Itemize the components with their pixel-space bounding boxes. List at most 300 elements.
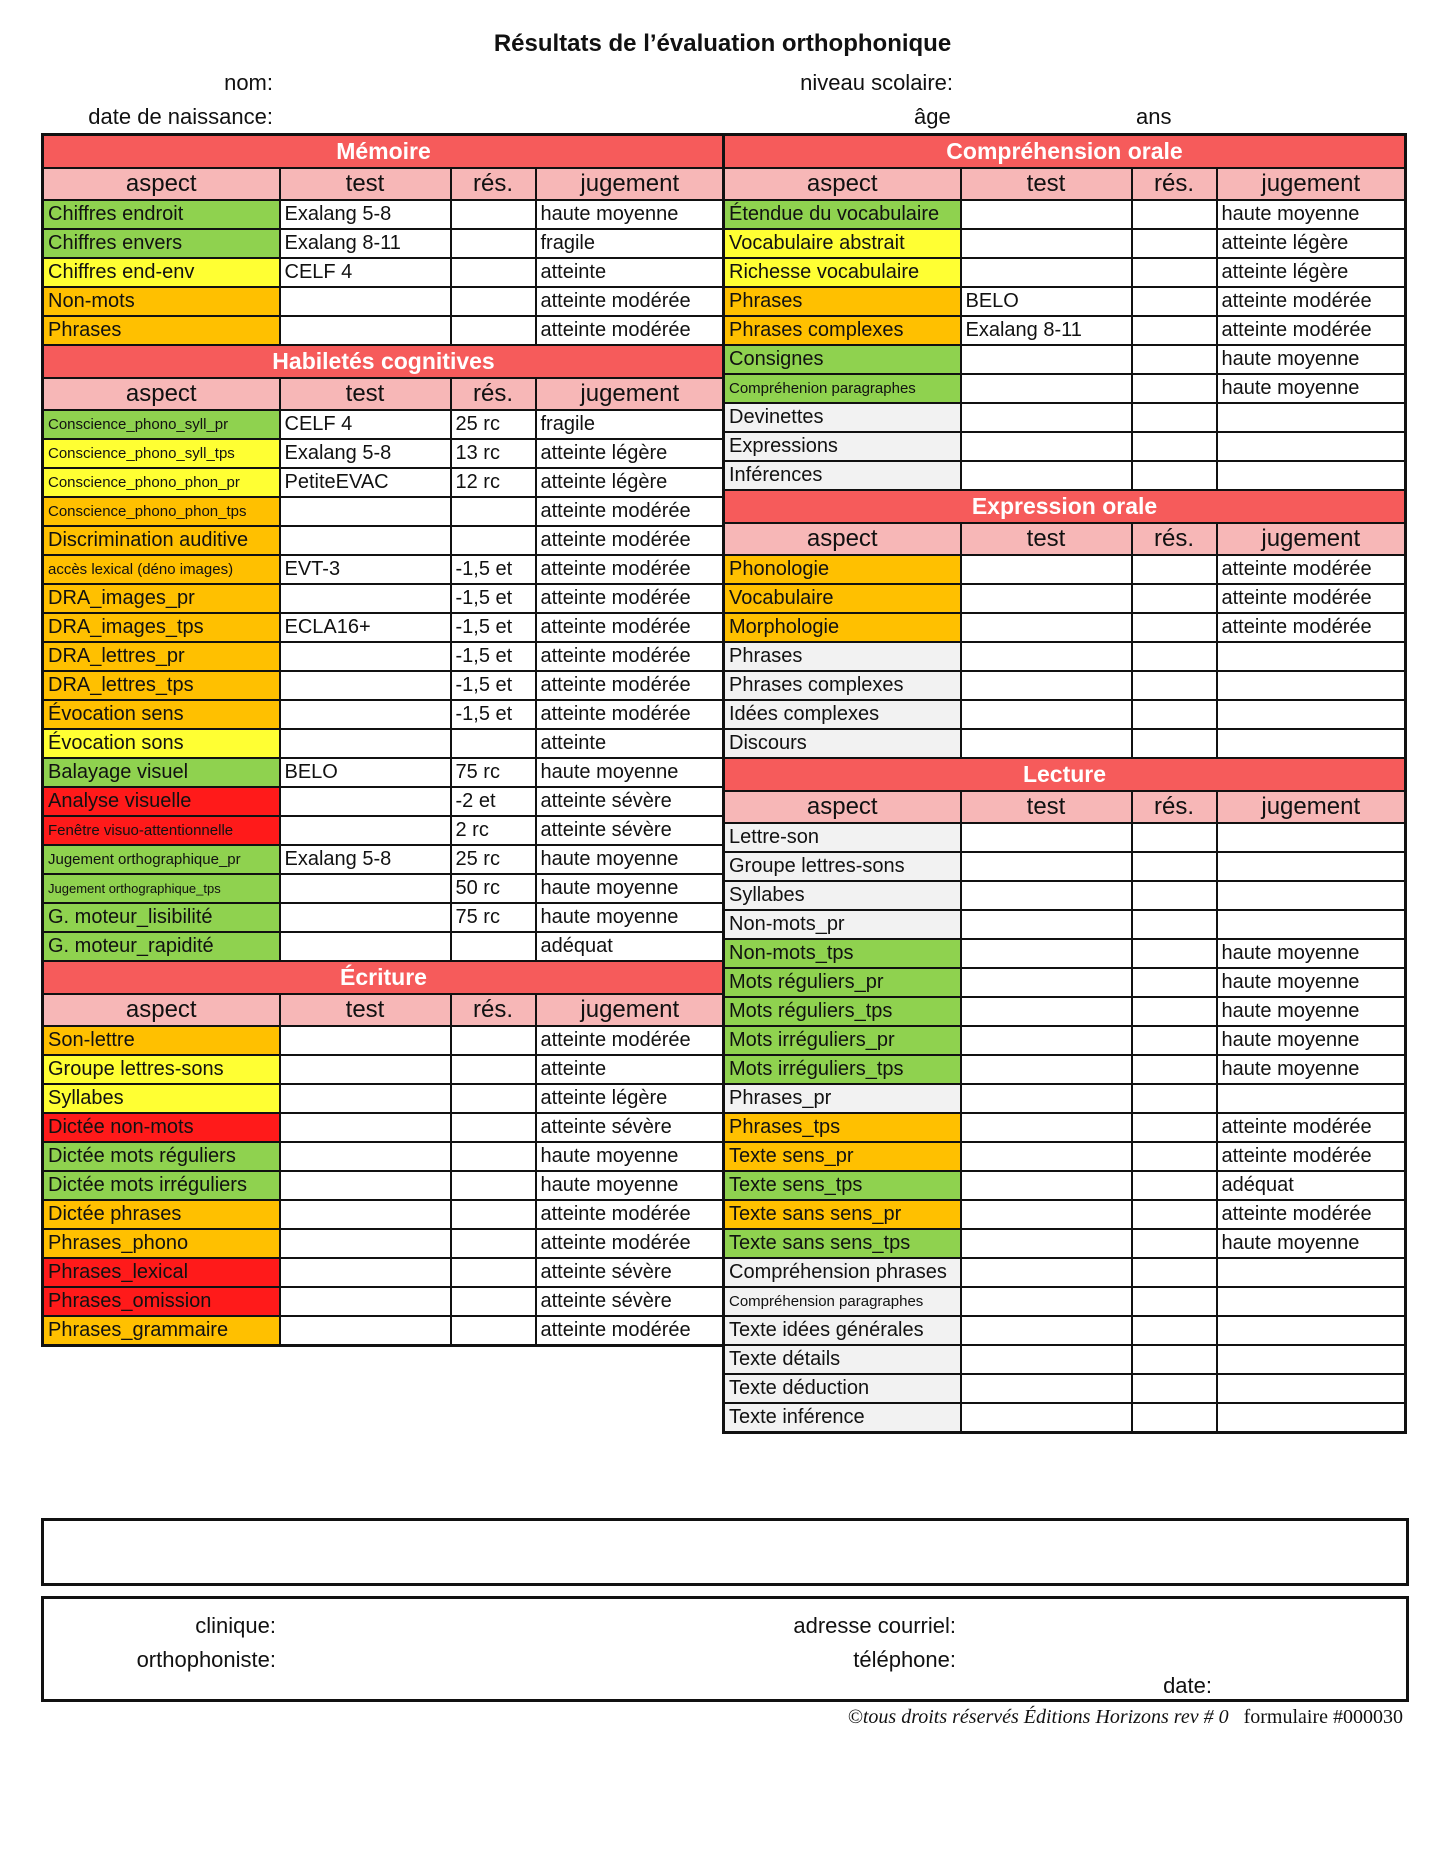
cell-jugement[interactable]: atteinte bbox=[536, 1055, 725, 1084]
cell-res[interactable]: -2 et bbox=[451, 787, 536, 816]
cell-jugement[interactable]: atteinte sévère bbox=[536, 1113, 725, 1142]
cell-res[interactable]: 25 rc bbox=[451, 845, 536, 874]
cell-res[interactable] bbox=[1132, 939, 1217, 968]
cell-res[interactable] bbox=[1132, 555, 1217, 584]
cell-test[interactable]: EVT-3 bbox=[280, 555, 451, 584]
cell-jugement[interactable]: atteinte modérée bbox=[1217, 613, 1406, 642]
cell-jugement[interactable]: haute moyenne bbox=[1217, 1026, 1406, 1055]
cell-jugement[interactable]: haute moyenne bbox=[536, 200, 725, 229]
cell-res[interactable]: -1,5 et bbox=[451, 642, 536, 671]
section-header-row bbox=[724, 490, 1406, 523]
cell-test[interactable] bbox=[961, 1316, 1132, 1345]
cell-jugement[interactable]: haute moyenne bbox=[1217, 968, 1406, 997]
cell-res[interactable] bbox=[1132, 1374, 1217, 1403]
table-row bbox=[43, 1316, 725, 1346]
cell-test[interactable]: Exalang 8-11 bbox=[280, 229, 451, 258]
cell-res[interactable]: 25 rc bbox=[451, 410, 536, 439]
cell-aspect: Richesse vocabulaire bbox=[724, 258, 961, 287]
cell-jugement[interactable]: haute moyenne bbox=[1217, 997, 1406, 1026]
cell-aspect: Devinettes bbox=[724, 403, 961, 432]
cell-res[interactable] bbox=[451, 287, 536, 316]
cell-jugement[interactable] bbox=[1217, 1084, 1406, 1113]
table-row bbox=[43, 439, 725, 468]
cell-jugement[interactable]: haute moyenne bbox=[536, 874, 725, 903]
cell-jugement[interactable]: atteinte modérée bbox=[536, 1026, 725, 1055]
cell-jugement[interactable] bbox=[1217, 671, 1406, 700]
column-header-aspect: aspect bbox=[43, 378, 280, 410]
cell-test[interactable] bbox=[961, 968, 1132, 997]
cell-jugement[interactable]: atteinte modérée bbox=[536, 1200, 725, 1229]
cell-aspect: Mots réguliers_pr bbox=[724, 968, 961, 997]
cell-res[interactable]: -1,5 et bbox=[451, 613, 536, 642]
table-row bbox=[43, 1084, 725, 1113]
column-header-aspect: aspect bbox=[724, 523, 961, 555]
cell-test[interactable]: CELF 4 bbox=[280, 410, 451, 439]
cell-test[interactable] bbox=[961, 1345, 1132, 1374]
cell-res[interactable] bbox=[1132, 1345, 1217, 1374]
cell-jugement[interactable] bbox=[1217, 852, 1406, 881]
cell-res[interactable]: 75 rc bbox=[451, 758, 536, 787]
cell-res[interactable] bbox=[1132, 584, 1217, 613]
cell-test[interactable]: Exalang 8-11 bbox=[961, 316, 1132, 345]
table-row bbox=[43, 758, 725, 787]
cell-jugement[interactable]: haute moyenne bbox=[1217, 345, 1406, 374]
cell-aspect: Syllabes bbox=[43, 1084, 280, 1113]
cell-jugement[interactable]: atteinte modérée bbox=[536, 287, 725, 316]
cell-res[interactable] bbox=[1132, 1142, 1217, 1171]
table-row bbox=[724, 229, 1406, 258]
cell-test[interactable] bbox=[961, 374, 1132, 403]
cell-jugement[interactable]: atteinte légère bbox=[1217, 229, 1406, 258]
cell-test[interactable] bbox=[961, 852, 1132, 881]
cell-res[interactable] bbox=[451, 1113, 536, 1142]
cell-jugement[interactable] bbox=[1217, 910, 1406, 939]
cell-res[interactable] bbox=[451, 1316, 536, 1346]
cell-jugement[interactable]: haute moyenne bbox=[1217, 939, 1406, 968]
section-header-row bbox=[43, 345, 725, 378]
cell-res[interactable] bbox=[1132, 316, 1217, 345]
column-header-aspect: aspect bbox=[724, 791, 961, 823]
cell-jugement[interactable]: atteinte modérée bbox=[536, 526, 725, 555]
cell-jugement[interactable]: haute moyenne bbox=[536, 758, 725, 787]
table-row bbox=[43, 845, 725, 874]
cell-res[interactable] bbox=[1132, 1258, 1217, 1287]
cell-res[interactable] bbox=[1132, 1200, 1217, 1229]
cell-jugement[interactable] bbox=[1217, 823, 1406, 852]
cell-jugement[interactable] bbox=[1217, 729, 1406, 758]
cell-jugement[interactable]: atteinte modérée bbox=[536, 497, 725, 526]
cell-res[interactable]: -1,5 et bbox=[451, 584, 536, 613]
cell-test[interactable] bbox=[280, 316, 451, 345]
cell-jugement[interactable]: adéquat bbox=[536, 932, 725, 961]
label-nom: nom: bbox=[224, 70, 273, 95]
cell-aspect: Dictée non-mots bbox=[43, 1113, 280, 1142]
cell-test[interactable] bbox=[961, 997, 1132, 1026]
table-row bbox=[724, 403, 1406, 432]
cell-jugement[interactable]: atteinte modérée bbox=[536, 671, 725, 700]
cell-test[interactable] bbox=[280, 1316, 451, 1346]
cell-test[interactable] bbox=[280, 1287, 451, 1316]
cell-res[interactable] bbox=[1132, 258, 1217, 287]
table-row bbox=[43, 642, 725, 671]
cell-test[interactable] bbox=[961, 461, 1132, 490]
cell-aspect: Chiffres endroit bbox=[43, 200, 280, 229]
cell-jugement[interactable]: haute moyenne bbox=[1217, 374, 1406, 403]
cell-test[interactable] bbox=[961, 200, 1132, 229]
cell-res[interactable] bbox=[451, 729, 536, 758]
cell-res[interactable] bbox=[1132, 1287, 1217, 1316]
cell-test[interactable] bbox=[961, 1200, 1132, 1229]
cell-jugement[interactable]: atteinte modérée bbox=[1217, 1200, 1406, 1229]
cell-jugement[interactable]: haute moyenne bbox=[1217, 1055, 1406, 1084]
cell-aspect: DRA_images_tps bbox=[43, 613, 280, 642]
cell-test[interactable]: ECLA16+ bbox=[280, 613, 451, 642]
cell-res[interactable]: 75 rc bbox=[451, 903, 536, 932]
table-row bbox=[43, 1200, 725, 1229]
cell-test[interactable] bbox=[280, 700, 451, 729]
cell-aspect: Fenêtre visuo-attentionnelle bbox=[43, 816, 280, 845]
cell-jugement[interactable]: atteinte modérée bbox=[1217, 584, 1406, 613]
cell-test[interactable] bbox=[280, 671, 451, 700]
cell-test[interactable] bbox=[961, 584, 1132, 613]
cell-res[interactable] bbox=[451, 1200, 536, 1229]
cell-jugement[interactable]: atteinte modérée bbox=[536, 555, 725, 584]
cell-jugement[interactable]: atteinte légère bbox=[1217, 258, 1406, 287]
column-header-test: test bbox=[961, 168, 1132, 200]
table-row bbox=[724, 1200, 1406, 1229]
cell-test[interactable] bbox=[280, 1055, 451, 1084]
cell-res[interactable] bbox=[1132, 403, 1217, 432]
cell-res[interactable] bbox=[1132, 1084, 1217, 1113]
cell-jugement[interactable] bbox=[1217, 1403, 1406, 1433]
cell-res[interactable]: 13 rc bbox=[451, 439, 536, 468]
cell-jugement[interactable]: haute moyenne bbox=[1217, 1229, 1406, 1258]
notes-box[interactable] bbox=[41, 1518, 1409, 1586]
cell-aspect: Vocabulaire abstrait bbox=[724, 229, 961, 258]
cell-test[interactable]: PetiteEVAC bbox=[280, 468, 451, 497]
cell-test[interactable] bbox=[961, 700, 1132, 729]
cell-aspect: Texte inférence bbox=[724, 1403, 961, 1433]
cell-res[interactable] bbox=[1132, 200, 1217, 229]
cell-res[interactable] bbox=[1132, 1171, 1217, 1200]
cell-test[interactable] bbox=[961, 939, 1132, 968]
column-header-aspect: aspect bbox=[43, 994, 280, 1026]
cell-test[interactable] bbox=[961, 1374, 1132, 1403]
cell-aspect: DRA_images_pr bbox=[43, 584, 280, 613]
cell-aspect: Conscience_phono_syll_pr bbox=[43, 410, 280, 439]
cell-res[interactable] bbox=[1132, 374, 1217, 403]
cell-test[interactable]: BELO bbox=[961, 287, 1132, 316]
cell-test[interactable] bbox=[280, 787, 451, 816]
cell-test[interactable] bbox=[280, 1258, 451, 1287]
cell-test[interactable] bbox=[280, 903, 451, 932]
table-row bbox=[43, 1055, 725, 1084]
cell-aspect: DRA_lettres_pr bbox=[43, 642, 280, 671]
cell-test[interactable] bbox=[961, 881, 1132, 910]
cell-aspect: Inférences bbox=[724, 461, 961, 490]
cell-res[interactable] bbox=[451, 526, 536, 555]
cell-jugement[interactable]: atteinte modérée bbox=[536, 613, 725, 642]
cell-res[interactable] bbox=[451, 1287, 536, 1316]
cell-jugement[interactable]: fragile bbox=[536, 410, 725, 439]
cell-aspect: Phrases_omission bbox=[43, 1287, 280, 1316]
cell-res[interactable] bbox=[1132, 461, 1217, 490]
cell-test[interactable] bbox=[961, 432, 1132, 461]
cell-res[interactable] bbox=[1132, 881, 1217, 910]
table-row bbox=[724, 1142, 1406, 1171]
cell-test[interactable] bbox=[961, 642, 1132, 671]
cell-res[interactable] bbox=[1132, 729, 1217, 758]
cell-aspect: Non-mots_tps bbox=[724, 939, 961, 968]
cell-aspect: Phrases_lexical bbox=[43, 1258, 280, 1287]
cell-aspect: Discrimination auditive bbox=[43, 526, 280, 555]
cell-jugement[interactable]: adéquat bbox=[1217, 1171, 1406, 1200]
cell-test[interactable]: Exalang 5-8 bbox=[280, 200, 451, 229]
cell-res[interactable] bbox=[1132, 1316, 1217, 1345]
cell-test[interactable] bbox=[961, 229, 1132, 258]
cell-jugement[interactable] bbox=[1217, 700, 1406, 729]
cell-test[interactable] bbox=[961, 403, 1132, 432]
cell-jugement[interactable]: atteinte légère bbox=[536, 468, 725, 497]
cell-jugement[interactable] bbox=[1217, 461, 1406, 490]
cell-jugement[interactable]: atteinte modérée bbox=[536, 642, 725, 671]
cell-test[interactable] bbox=[961, 1113, 1132, 1142]
cell-aspect: Phrases complexes bbox=[724, 671, 961, 700]
table-row bbox=[43, 729, 725, 758]
cell-test[interactable] bbox=[961, 1026, 1132, 1055]
table-row bbox=[43, 316, 725, 345]
cell-jugement[interactable]: atteinte bbox=[536, 729, 725, 758]
cell-test[interactable] bbox=[280, 1171, 451, 1200]
cell-test[interactable] bbox=[280, 526, 451, 555]
cell-test[interactable] bbox=[961, 729, 1132, 758]
cell-test[interactable] bbox=[961, 910, 1132, 939]
cell-jugement[interactable] bbox=[1217, 403, 1406, 432]
cell-jugement[interactable]: atteinte modérée bbox=[1217, 555, 1406, 584]
cell-jugement[interactable]: atteinte sévère bbox=[536, 1287, 725, 1316]
table-row bbox=[43, 555, 725, 584]
cell-jugement[interactable]: atteinte sévère bbox=[536, 1258, 725, 1287]
cell-jugement[interactable]: atteinte modérée bbox=[536, 584, 725, 613]
cell-test[interactable] bbox=[280, 932, 451, 961]
cell-jugement[interactable] bbox=[1217, 1258, 1406, 1287]
cell-test[interactable] bbox=[280, 1229, 451, 1258]
cell-test[interactable]: Exalang 5-8 bbox=[280, 845, 451, 874]
cell-res[interactable] bbox=[1132, 968, 1217, 997]
cell-jugement[interactable]: atteinte légère bbox=[536, 439, 725, 468]
cell-test[interactable] bbox=[961, 345, 1132, 374]
cell-res[interactable] bbox=[1132, 852, 1217, 881]
cell-res[interactable]: -1,5 et bbox=[451, 671, 536, 700]
cell-jugement[interactable] bbox=[1217, 881, 1406, 910]
cell-res[interactable] bbox=[1132, 910, 1217, 939]
cell-test[interactable] bbox=[961, 1055, 1132, 1084]
table-row bbox=[43, 1287, 725, 1316]
cell-jugement[interactable] bbox=[1217, 1374, 1406, 1403]
cell-res[interactable] bbox=[1132, 823, 1217, 852]
cell-res[interactable] bbox=[451, 1142, 536, 1171]
cell-test[interactable] bbox=[280, 1142, 451, 1171]
cell-jugement[interactable]: haute moyenne bbox=[536, 845, 725, 874]
cell-jugement[interactable]: atteinte modérée bbox=[1217, 1113, 1406, 1142]
cell-test[interactable] bbox=[961, 613, 1132, 642]
cell-test[interactable] bbox=[961, 1287, 1132, 1316]
cell-res[interactable]: 2 rc bbox=[451, 816, 536, 845]
cell-res[interactable] bbox=[1132, 1403, 1217, 1433]
cell-test[interactable] bbox=[961, 555, 1132, 584]
cell-res[interactable]: -1,5 et bbox=[451, 555, 536, 584]
cell-jugement[interactable]: haute moyenne bbox=[536, 1142, 725, 1171]
cell-res[interactable] bbox=[451, 1229, 536, 1258]
cell-test[interactable] bbox=[961, 1258, 1132, 1287]
column-header-row bbox=[724, 791, 1406, 823]
cell-test[interactable] bbox=[280, 287, 451, 316]
cell-jugement[interactable]: haute moyenne bbox=[536, 903, 725, 932]
column-header-test: test bbox=[280, 378, 451, 410]
cell-aspect: Texte idées générales bbox=[724, 1316, 961, 1345]
cell-test[interactable] bbox=[961, 258, 1132, 287]
cell-res[interactable] bbox=[1132, 613, 1217, 642]
cell-test[interactable] bbox=[280, 816, 451, 845]
cell-test[interactable] bbox=[961, 671, 1132, 700]
cell-jugement[interactable]: haute moyenne bbox=[1217, 200, 1406, 229]
cell-jugement[interactable] bbox=[1217, 432, 1406, 461]
cell-jugement[interactable] bbox=[1217, 1345, 1406, 1374]
label-date: date: bbox=[1163, 1673, 1212, 1698]
cell-aspect: Phrases bbox=[43, 316, 280, 345]
cell-aspect: Syllabes bbox=[724, 881, 961, 910]
section-title: Écriture bbox=[43, 961, 725, 994]
cell-res[interactable] bbox=[451, 1171, 536, 1200]
table-row bbox=[724, 613, 1406, 642]
cell-test[interactable] bbox=[961, 823, 1132, 852]
cell-res[interactable] bbox=[1132, 1026, 1217, 1055]
cell-aspect: Jugement orthographique_pr bbox=[43, 845, 280, 874]
cell-jugement[interactable]: haute moyenne bbox=[536, 1171, 725, 1200]
table-row bbox=[724, 374, 1406, 403]
table-row bbox=[43, 700, 725, 729]
cell-res[interactable] bbox=[1132, 432, 1217, 461]
cell-test[interactable] bbox=[280, 1200, 451, 1229]
cell-res[interactable] bbox=[1132, 997, 1217, 1026]
cell-res[interactable] bbox=[451, 258, 536, 287]
cell-test[interactable] bbox=[280, 874, 451, 903]
table-row bbox=[43, 200, 725, 229]
cell-jugement[interactable]: atteinte modérée bbox=[536, 700, 725, 729]
label-age: âge bbox=[914, 104, 951, 129]
cell-res[interactable] bbox=[451, 932, 536, 961]
cell-test[interactable] bbox=[961, 1142, 1132, 1171]
cell-res[interactable] bbox=[1132, 345, 1217, 374]
cell-test[interactable] bbox=[280, 584, 451, 613]
section-title: Lecture bbox=[724, 758, 1406, 791]
cell-test[interactable] bbox=[961, 1171, 1132, 1200]
cell-test[interactable] bbox=[280, 1084, 451, 1113]
cell-res[interactable] bbox=[451, 1084, 536, 1113]
table-row bbox=[43, 932, 725, 961]
cell-aspect: Consignes bbox=[724, 345, 961, 374]
table-row bbox=[724, 1229, 1406, 1258]
column-header-test: test bbox=[961, 791, 1132, 823]
cell-res[interactable] bbox=[451, 497, 536, 526]
cell-test[interactable] bbox=[280, 1026, 451, 1055]
cell-res[interactable] bbox=[1132, 700, 1217, 729]
cell-aspect: Texte sans sens_pr bbox=[724, 1200, 961, 1229]
table-row bbox=[724, 345, 1406, 374]
cell-test[interactable] bbox=[961, 1403, 1132, 1433]
table-row bbox=[724, 200, 1406, 229]
table-row bbox=[724, 1258, 1406, 1287]
cell-jugement[interactable]: fragile bbox=[536, 229, 725, 258]
cell-res[interactable]: -1,5 et bbox=[451, 700, 536, 729]
cell-jugement[interactable]: atteinte légère bbox=[536, 1084, 725, 1113]
cell-res[interactable] bbox=[451, 1026, 536, 1055]
table-row bbox=[43, 874, 725, 903]
copyright-text: ©tous droits réservés Éditions Horizons rev # 0 bbox=[847, 1706, 1229, 1728]
cell-test[interactable] bbox=[280, 729, 451, 758]
cell-test[interactable] bbox=[280, 1113, 451, 1142]
cell-res[interactable] bbox=[451, 1055, 536, 1084]
cell-jugement[interactable]: atteinte modérée bbox=[1217, 316, 1406, 345]
table-row bbox=[724, 1171, 1406, 1200]
table-row bbox=[43, 1229, 725, 1258]
cell-res[interactable] bbox=[451, 229, 536, 258]
cell-jugement[interactable]: atteinte modérée bbox=[536, 1316, 725, 1346]
cell-jugement[interactable]: atteinte sévère bbox=[536, 816, 725, 845]
cell-res[interactable] bbox=[451, 200, 536, 229]
cell-res[interactable]: 50 rc bbox=[451, 874, 536, 903]
cell-aspect: Phrases_pr bbox=[724, 1084, 961, 1113]
cell-jugement[interactable] bbox=[1217, 1287, 1406, 1316]
cell-jugement[interactable]: atteinte modérée bbox=[536, 1229, 725, 1258]
cell-test[interactable] bbox=[280, 642, 451, 671]
cell-jugement[interactable] bbox=[1217, 642, 1406, 671]
cell-test[interactable]: CELF 4 bbox=[280, 258, 451, 287]
cell-res[interactable] bbox=[1132, 642, 1217, 671]
cell-aspect: Chiffres envers bbox=[43, 229, 280, 258]
cell-jugement[interactable]: atteinte modérée bbox=[1217, 287, 1406, 316]
cell-jugement[interactable]: atteinte sévère bbox=[536, 787, 725, 816]
label-date-naissance: date de naissance: bbox=[88, 104, 273, 129]
table-row bbox=[43, 1142, 725, 1171]
cell-res[interactable] bbox=[1132, 1113, 1217, 1142]
cell-jugement[interactable] bbox=[1217, 1316, 1406, 1345]
cell-test[interactable] bbox=[280, 497, 451, 526]
cell-res[interactable]: 12 rc bbox=[451, 468, 536, 497]
cell-res[interactable] bbox=[451, 1258, 536, 1287]
cell-res[interactable] bbox=[1132, 1055, 1217, 1084]
cell-test[interactable] bbox=[961, 1084, 1132, 1113]
cell-test[interactable]: Exalang 5-8 bbox=[280, 439, 451, 468]
cell-aspect: Compréhension paragraphes bbox=[724, 1287, 961, 1316]
table-row bbox=[724, 939, 1406, 968]
cell-jugement[interactable]: atteinte bbox=[536, 258, 725, 287]
column-header-jugement: jugement bbox=[1217, 791, 1406, 823]
cell-test[interactable] bbox=[961, 1229, 1132, 1258]
cell-jugement[interactable]: atteinte modérée bbox=[536, 316, 725, 345]
table-row bbox=[724, 910, 1406, 939]
cell-res[interactable] bbox=[1132, 1229, 1217, 1258]
cell-jugement[interactable]: atteinte modérée bbox=[1217, 1142, 1406, 1171]
cell-res[interactable] bbox=[451, 316, 536, 345]
table-row bbox=[724, 461, 1406, 490]
column-header-res: rés. bbox=[451, 378, 536, 410]
cell-res[interactable] bbox=[1132, 671, 1217, 700]
cell-res[interactable] bbox=[1132, 287, 1217, 316]
cell-res[interactable] bbox=[1132, 229, 1217, 258]
cell-test[interactable]: BELO bbox=[280, 758, 451, 787]
footer bbox=[848, 1706, 1403, 1729]
